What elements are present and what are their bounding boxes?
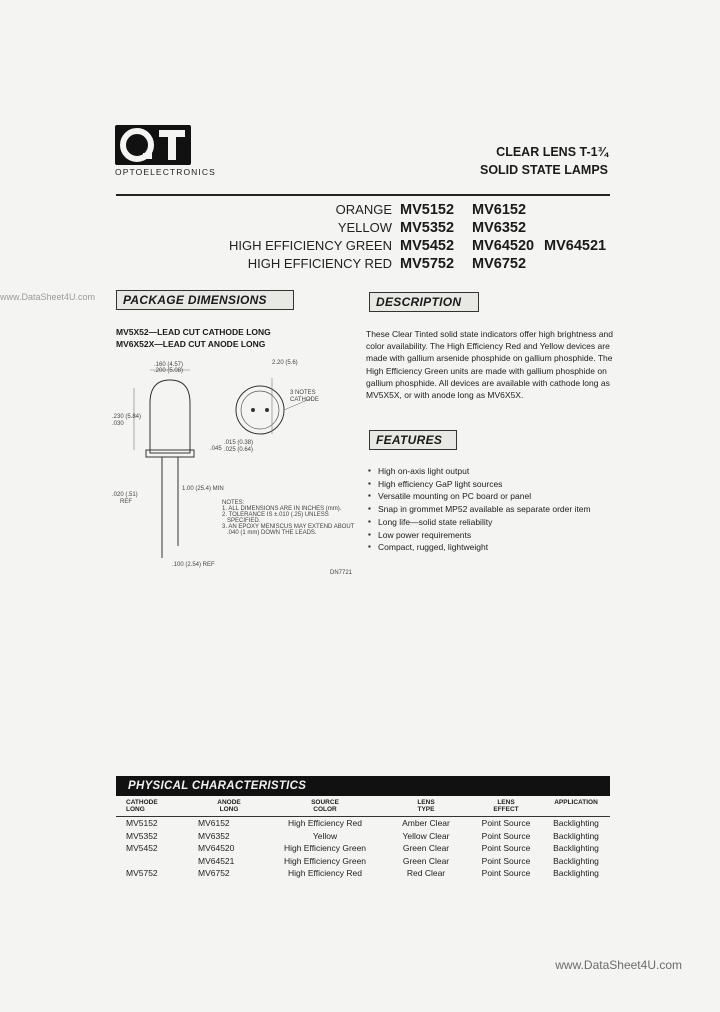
table-cell: Point Source — [481, 830, 531, 841]
table-row — [116, 830, 610, 843]
table-row — [116, 855, 610, 868]
model-part: MV5752 — [400, 256, 455, 272]
dim-label: 3 NOTES — [290, 390, 316, 396]
dim-label: .030 — [112, 421, 124, 427]
package-dimensions-heading: PACKAGE DIMENSIONS — [116, 290, 294, 310]
table-row — [116, 817, 610, 830]
column-header: LENS EFFECT — [470, 797, 542, 817]
dim-label: .160 (4.57) — [154, 362, 184, 368]
table-cell: Backlighting — [553, 868, 599, 878]
note-line: SPECIFIED. — [222, 518, 261, 524]
table-cell: Yellow Clear — [402, 830, 450, 841]
table-cell: MV64520 — [198, 843, 235, 853]
column-header: SOURCE COLOR — [268, 797, 382, 817]
features-list — [368, 465, 618, 554]
qt-logo-icon — [115, 125, 191, 165]
model-row-yellow — [338, 220, 608, 238]
dim-label: .230 (5.84) — [112, 414, 142, 420]
table-cell: Point Source — [481, 843, 531, 853]
column-header: CATHODE LONG — [116, 797, 190, 817]
table-cell: Red Clear — [406, 868, 446, 878]
dim-label: .100 (2.54) REF — [172, 562, 215, 568]
table-cell: MV6752 — [198, 868, 230, 878]
watermark-right: www.DataSheet4U.com — [555, 958, 682, 972]
table-cell: Yellow — [312, 830, 338, 841]
table-cell: MV6152 — [198, 818, 230, 828]
model-row-red — [248, 256, 608, 274]
dim-label: .045 — [210, 446, 222, 452]
led-outline-icon — [112, 358, 362, 578]
model-row-orange — [336, 202, 608, 220]
note-line: 2. TOLERANCE IS ±.010 (.25) UNLESS — [222, 512, 329, 518]
dim-label: CATHODE — [290, 397, 319, 403]
table-cell: High Efficiency Red — [287, 818, 363, 828]
column-header: APPLICATION — [542, 797, 610, 817]
table-cell: Backlighting — [553, 830, 599, 841]
physical-characteristics-table — [116, 797, 610, 880]
table-cell: Backlighting — [553, 843, 599, 853]
model-color: YELLOW — [337, 220, 392, 235]
table-cell: Green Clear — [402, 843, 450, 853]
title-line-1: CLEAR LENS T-1¾ — [496, 145, 608, 159]
table-cell: Amber Clear — [402, 818, 450, 828]
table-cell: High Efficiency Green — [283, 843, 367, 853]
title-line-2: SOLID STATE LAMPS — [479, 163, 608, 177]
model-part: MV6152 — [472, 202, 527, 218]
note-line: NOTES: — [222, 500, 245, 506]
column-header: LENS TYPE — [382, 797, 470, 817]
company-logo — [115, 125, 216, 181]
dim-label: 1.00 (25.4) MIN — [182, 486, 224, 492]
description-heading: DESCRIPTION — [369, 292, 479, 312]
table-cell: Point Source — [481, 818, 531, 828]
table-cell: Backlighting — [553, 818, 599, 828]
dim-label: .200 (5.08) — [154, 368, 184, 374]
lead-note-2: MV6X52X—LEAD CUT ANODE LONG — [116, 339, 266, 349]
logo-mark — [115, 125, 191, 165]
physical-characteristics-heading: PHYSICAL CHARACTERISTICS — [116, 776, 610, 796]
table-cell: MV5452 — [126, 843, 158, 853]
table-cell — [116, 855, 190, 868]
model-color: HIGH EFFICIENCY RED — [247, 256, 392, 271]
feature-item: ▪ Versatile mounting on PC board or panel — [368, 490, 618, 503]
table-row — [116, 842, 610, 855]
logo-subtitle: OPTOELECTRONICS — [115, 167, 216, 177]
dim-label: .025 (0.64) — [224, 447, 254, 453]
dim-label: REF — [120, 499, 132, 505]
model-part: MV5452 — [400, 238, 455, 254]
feature-item: ▪ High efficiency GaP light sources — [368, 478, 618, 491]
table-cell: MV6352 — [198, 830, 230, 841]
model-row-green — [229, 238, 608, 256]
table-cell: MV5152 — [126, 818, 158, 828]
model-part: MV6752 — [472, 256, 527, 272]
feature-item: ▪ Low power requirements — [368, 529, 618, 542]
watermark-left: www.DataSheet4U.com — [0, 292, 96, 302]
lead-note-1: MV5X52—LEAD CUT CATHODE LONG — [116, 327, 271, 337]
model-part: MV64520 — [472, 238, 535, 254]
figure-code: DN7721 — [330, 570, 353, 576]
feature-item: ▪ High on-axis light output — [368, 465, 618, 478]
features-heading: FEATURES — [369, 430, 457, 450]
title-divider — [116, 194, 610, 196]
description-text: These Clear Tinted solid state indicators offer high brightness and color availability. The High Efficiency Red and Yellow devices are made with gallium arsenide phosphide on gallium phosphide. The High Efficiency Green units are made with gallium phosphide on gallium phosphide. All devices are available with cathode long as MV5X5X, or with anode long as MV6X5X. — [366, 329, 613, 401]
feature-item: ▪ Long life—solid state reliability — [368, 516, 618, 529]
model-part: MV64521 — [544, 238, 607, 254]
model-part: MV5352 — [400, 220, 455, 236]
package-drawing — [112, 358, 362, 578]
dim-label: .020 (.51) — [112, 492, 138, 498]
table-cell: High Efficiency Red — [287, 868, 363, 878]
table-row — [116, 867, 610, 880]
model-color: ORANGE — [335, 202, 392, 217]
table-cell: High Efficiency Green — [283, 855, 367, 866]
dim-label: .015 (0.38) — [224, 440, 254, 446]
model-color: HIGH EFFICIENCY GREEN — [228, 238, 392, 253]
feature-item: ▪ Compact, rugged, lightweight — [368, 541, 618, 554]
table-cell: MV64521 — [198, 855, 235, 866]
table-header-row — [116, 797, 610, 817]
table-cell: Point Source — [481, 855, 531, 866]
table-cell: Green Clear — [402, 855, 450, 866]
table-cell: Point Source — [481, 868, 531, 878]
note-line: 3. AN EPOXY MENISCUS MAY EXTEND ABOUT — [222, 524, 355, 530]
note-line: .040 (1 mm) DOWN THE LEADS. — [222, 530, 317, 536]
column-header: ANODE LONG — [190, 797, 268, 817]
table-cell: MV5352 — [126, 830, 158, 841]
table-cell: Backlighting — [553, 855, 599, 866]
model-part: MV5152 — [400, 202, 455, 218]
package-notes — [222, 500, 354, 536]
note-line: 1. ALL DIMENSIONS ARE IN INCHES (mm). — [222, 506, 342, 512]
dim-label: 2.20 (5.6) — [272, 360, 298, 366]
table-cell: MV5752 — [126, 868, 158, 878]
feature-item: ▪ Snap in grommet MP52 available as separate order item — [368, 503, 618, 516]
model-part: MV6352 — [472, 220, 527, 236]
